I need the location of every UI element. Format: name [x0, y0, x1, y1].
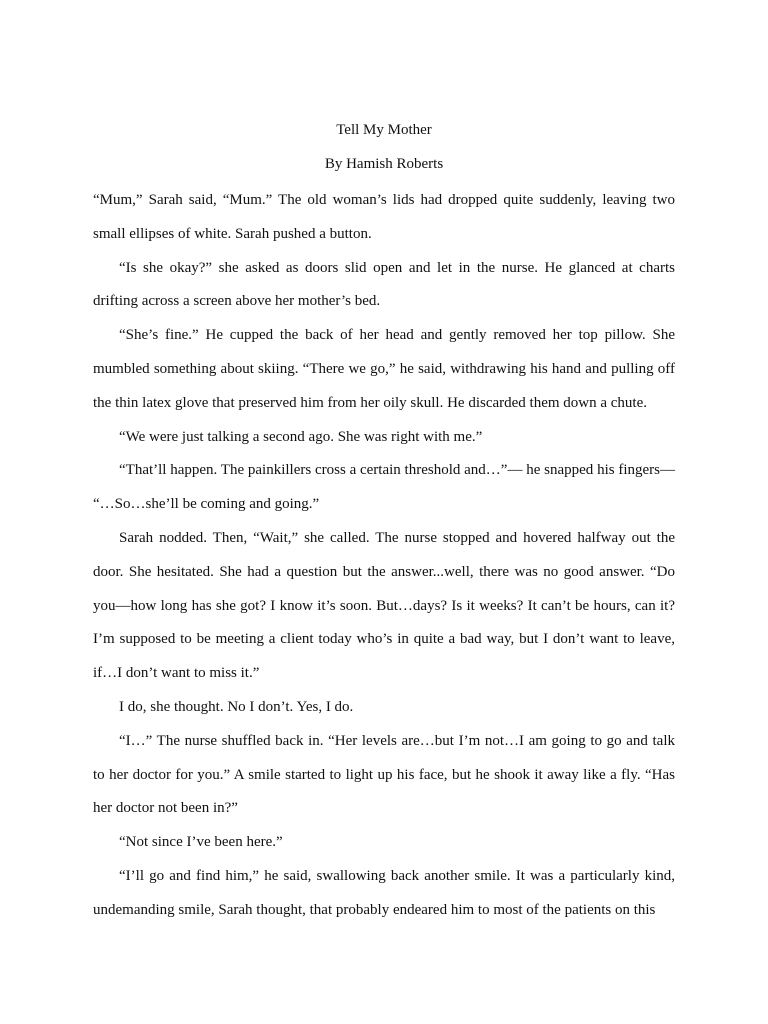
- paragraph: “I’ll go and find him,” he said, swallowing back another smile. It was a particularly kind, undemanding smile, Sarah thought, that probably endeared him to most of the patients on this: [93, 867, 675, 918]
- paragraph: “Not since I’ve been here.”: [119, 834, 283, 851]
- paragraph: “She’s fine.” He cupped the back of her head and gently removed her top pillow. She mumbled something about skiing. “There we go,” he said, withdrawing his hand and pulling off the thin latex glove that preserved him from her oily skull. He discarded them down a chute.: [93, 327, 675, 411]
- paragraph: “Mum,” Sarah said, “Mum.” The old woman’s lids had dropped quite suddenly, leaving two small ellipses of white. Sarah pushed a button.: [93, 192, 675, 242]
- story-body: [93, 184, 675, 928]
- paragraph: “That’ll happen. The painkillers cross a certain threshold and…”— he snapped his fingers— “…So…she’ll be coming and going.”: [93, 462, 675, 513]
- story-title: Tell My Mother: [336, 122, 432, 138]
- paragraph: “Is she okay?” she asked as doors slid open and let in the nurse. He glanced at charts drifting across a screen above her mother’s bed.: [93, 259, 675, 310]
- paragraph: “I…” The nurse shuffled back in. “Her levels are…but I’m not…I am going to go and talk to her doctor for you.” A smile started to light up his face, but he shook it away like a fly. “Has her doctor not been in?”: [93, 732, 675, 817]
- story-byline: By Hamish Roberts: [324, 156, 444, 172]
- paragraph: I do, she thought. No I don’t. Yes, I do.: [119, 698, 354, 715]
- paragraph: Sarah nodded. Then, “Wait,” she called. The nurse stopped and hovered halfway out the door. She hesitated. She had a question but the answer...well, there was no good answer. “Do you—how long has she got? I know it’s soon. But…days? Is it weeks? It can’t be hours, can it? I’m supposed to be meeting a client today who’s in quite a bad way, but I don’t want to leave, if…I don’t want to miss it.”: [93, 529, 675, 682]
- paragraph: “We were just talking a second ago. She was right with me.”: [119, 428, 483, 445]
